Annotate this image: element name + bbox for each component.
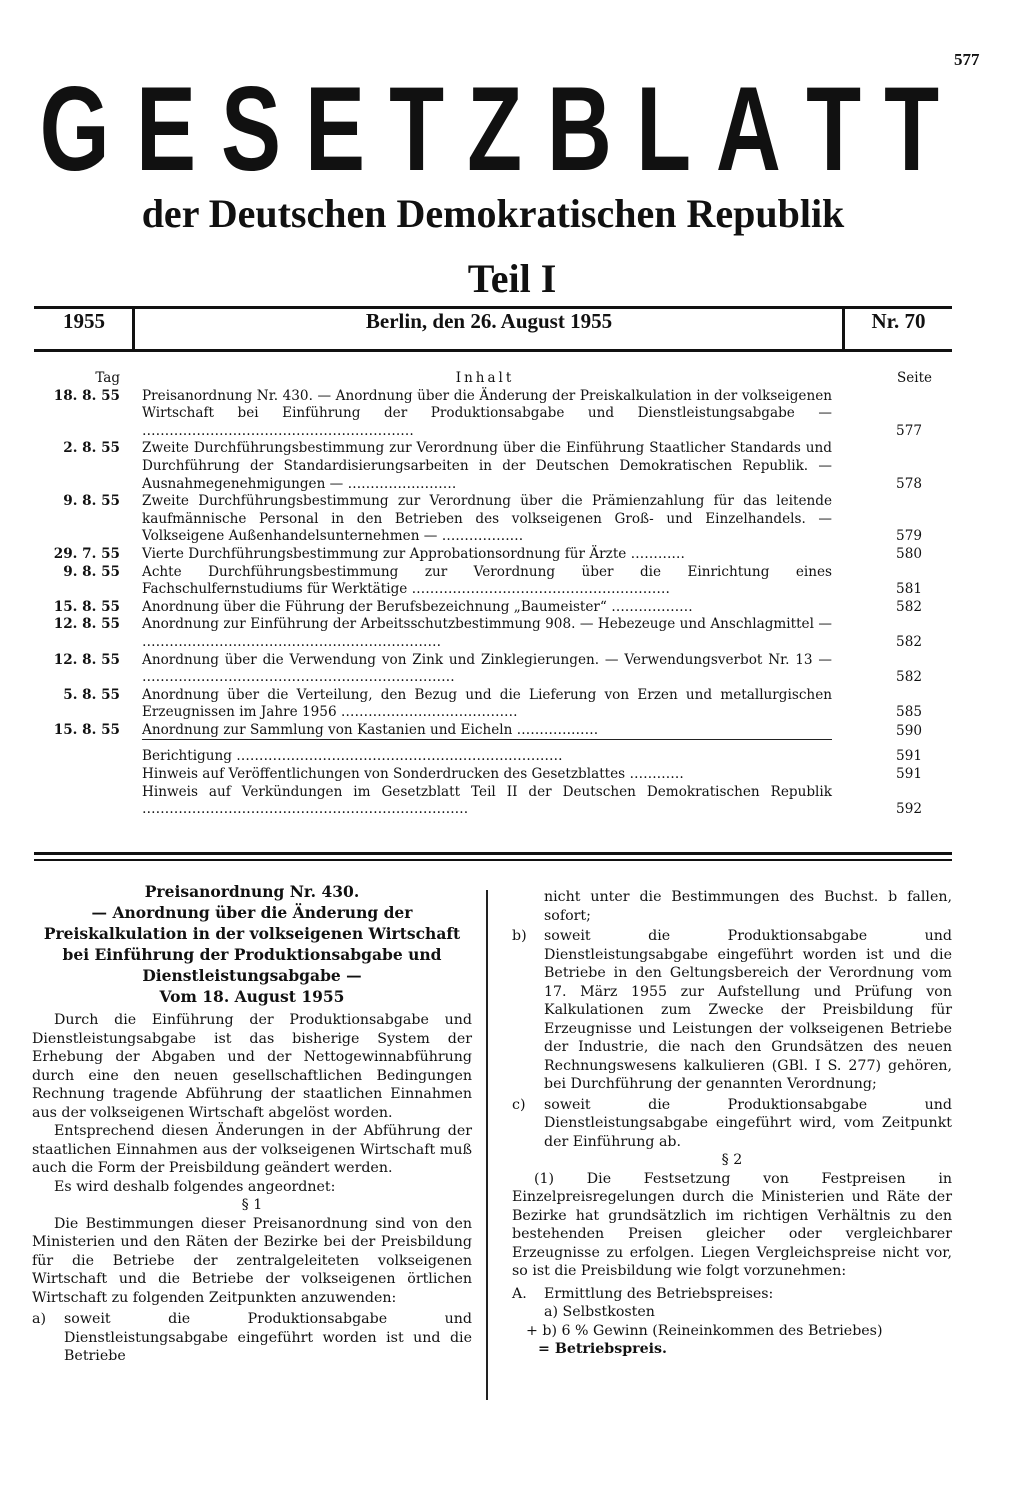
toc-text: Berichtigung ……………………………………………………………… xyxy=(142,748,563,765)
toc-date: 29. 7. 55 xyxy=(53,545,120,562)
dateline xyxy=(34,306,952,352)
list-item xyxy=(512,1285,952,1304)
masthead-letter: Z xyxy=(467,62,523,196)
toc-page: 590 xyxy=(896,722,922,739)
masthead-letter: G xyxy=(39,62,110,196)
calc-line: + b) 6 % Gewinn (Reineinkommen des Betriebes) xyxy=(526,1322,883,1339)
toc-note[interactable] xyxy=(34,766,952,784)
list-item xyxy=(512,927,952,1094)
masthead-letter: T xyxy=(389,62,445,196)
table-of-contents xyxy=(34,370,952,819)
toc-text: Hinweis auf Verkündungen im Gesetzblatt Teil II der Deutschen Demokratischen Republik ……………………………………………………………… xyxy=(142,783,832,818)
toc-text: Anordnung zur Sammlung von Kastanien und Eicheln ……………… xyxy=(142,722,832,741)
masthead-letter: E xyxy=(136,62,197,196)
toc-entry[interactable] xyxy=(34,440,952,493)
toc-text: Hinweis auf Veröffentlichungen von Sonderdrucken des Gesetzblattes ………… xyxy=(142,766,684,783)
toc-entry[interactable] xyxy=(34,652,952,687)
double-rule xyxy=(34,852,952,861)
toc-entry[interactable] xyxy=(34,493,952,546)
article-subtitle: — Anordnung über die Änderung der Preiskalkulation in der volkseigenen Wirtschaft bei Einführung der Produktionsabgabe und Dienstleistungsabgabe — xyxy=(43,903,461,985)
toc-date: 12. 8. 55 xyxy=(53,651,120,668)
list-label: A. xyxy=(512,1285,527,1302)
paragraph: Durch die Einführung der Produktionsabgabe und Dienstleistungsabgabe ist das bisherige System der Erhebung der Abgaben und der Nettogewinnabführung durch eine den neuen gesellschaftlichen Bedingungen Rechnung tragende Abführung der staatlichen Einnahmen aus der volkseigenen Wirtschaft abgelöst worden. xyxy=(32,1012,472,1121)
masthead-part: Teil I xyxy=(467,256,557,301)
article-right-column xyxy=(512,888,952,1359)
masthead-letter: L xyxy=(636,62,692,196)
toc-page: 581 xyxy=(896,581,922,598)
paragraph: Es wird deshalb folgendes angeordnet: xyxy=(54,1178,336,1195)
toc-note[interactable] xyxy=(34,784,952,819)
toc-col-day: Tag xyxy=(95,370,120,386)
list-text: soweit die Produktionsabgabe und Dienstleistungsabgabe eingeführt worden ist und die Betriebe xyxy=(64,1311,472,1364)
toc-text: Zweite Durchführungsbestimmung zur Verordnung über die Prämienzahlung für das leitende kaufmännische Personal in den Betrieben des volkseigenen Groß- und Einzelhandels. — Volkseigene Außenhandelsunternehmen — ……………… xyxy=(142,493,832,545)
page-number: 577 xyxy=(954,50,980,69)
list-text: soweit die Produktionsabgabe und Dienstleistungsabgabe eingeführt worden ist und die Betriebe in den Geltungsbereich der Verordnung vom 17. März 1955 zur Aufstellung und Prüfung von Kalkulationen zum Zwecke der Preisbildung für Erzeugnisse und Leistungen der volkseigenen Betriebe der Industrie, die nach den Grundsätzen des neuen Rechnungswesens kalkulieren (GBl. I S. 277) gehören, bei Durchführung der genannten Verordnung; xyxy=(544,928,952,1092)
toc-page: 582 xyxy=(896,598,922,615)
toc-date: 12. 8. 55 xyxy=(53,616,120,633)
toc-page: 591 xyxy=(896,748,922,765)
masthead-letter: T xyxy=(883,62,939,196)
list-label: a) xyxy=(32,1311,46,1327)
toc-entry[interactable] xyxy=(34,388,952,441)
toc-text: Anordnung über die Führung der Berufsbezeichnung „Baumeister“ ……………… xyxy=(142,598,693,615)
toc-text: Anordnung über die Verteilung, den Bezug und die Lieferung von Erzen und metallurgischen Erzeugnissen im Jahre 1956 ………………………………… xyxy=(142,686,832,721)
dateline-place-date: Berlin, den 26. August 1955 xyxy=(365,309,613,333)
toc-text: Zweite Durchführungsbestimmung zur Verordnung über die Einführung Staatlicher Standards und Durchführung der Standardisierungsarbeiten in der Deutschen Demokratischen Republik. — Ausnahmegenehmigungen — …………………… xyxy=(142,440,832,492)
toc-date: 9. 8. 55 xyxy=(63,563,120,580)
paragraph: Entsprechend diesen Änderungen in der Abführung der staatlichen Einnahmen aus der volkseigenen Wirtschaft muß auch die Form der Preisbildung geändert werden. xyxy=(32,1123,472,1176)
toc-entry[interactable] xyxy=(34,564,952,599)
toc-page: 577 xyxy=(896,422,922,439)
toc-note[interactable] xyxy=(34,748,952,766)
toc-page: 582 xyxy=(896,669,922,686)
toc-text: Anordnung zur Einführung der Arbeitsschutzbestimmung 908. — Hebezeuge und Anschlagmittel — ………………………………………………………… xyxy=(142,616,832,650)
masthead-title xyxy=(28,62,948,196)
masthead-letter: S xyxy=(220,62,281,196)
list-label: b) xyxy=(512,928,527,944)
calc-line: a) Selbstkosten xyxy=(544,1304,655,1320)
toc-page: 582 xyxy=(896,633,922,650)
toc-entry[interactable] xyxy=(34,599,952,617)
toc-date: 9. 8. 55 xyxy=(63,493,120,510)
list-text: Ermittlung des Betriebspreises: xyxy=(544,1285,774,1302)
toc-text: Vierte Durchführungsbestimmung zur Approbationsordnung für Ärzte ………… xyxy=(142,545,686,562)
toc-page: 591 xyxy=(896,766,922,783)
section-heading: § 2 xyxy=(721,1152,743,1168)
toc-entry[interactable] xyxy=(34,546,952,564)
toc-date: 18. 8. 55 xyxy=(53,387,120,404)
dateline-year: 1955 xyxy=(63,309,105,333)
list-text: soweit die Produktionsabgabe und Dienstleistungsabgabe eingeführt wird, vom Zeitpunkt der Einführung ab. xyxy=(544,1096,952,1150)
toc-entry[interactable] xyxy=(34,616,952,651)
article-left-column xyxy=(32,881,472,1366)
list-text-continued: nicht unter die Bestimmungen des Buchst. b fallen, sofort; xyxy=(544,889,952,924)
toc-page: 592 xyxy=(896,801,922,818)
toc-page: 580 xyxy=(896,545,922,562)
toc-date: 15. 8. 55 xyxy=(53,721,120,738)
calc-result: = Betriebspreis. xyxy=(538,1341,667,1357)
toc-text: Preisanordnung Nr. 430. — Anordnung über die Änderung der Preiskalkulation in der volkseigenen Wirtschaft bei Einführung der Produktionsabgabe und Dienstleistungsabgabe — …………………………………………………… xyxy=(142,387,832,439)
toc-text: Anordnung über die Verwendung von Zink und Zinklegierungen. — Verwendungsverbot Nr. 13 — …………………………………………………………… xyxy=(142,651,832,686)
toc-entry[interactable] xyxy=(34,687,952,722)
column-separator xyxy=(486,890,488,1400)
article-date: Vom 18. August 1955 xyxy=(159,987,345,1006)
toc-header xyxy=(34,370,952,388)
masthead-letter: A xyxy=(716,62,782,196)
toc-date: 2. 8. 55 xyxy=(63,440,120,457)
toc-entry[interactable] xyxy=(34,722,952,741)
toc-col-page: Seite xyxy=(897,370,932,386)
masthead-subtitle: der Deutschen Demokratischen Republik xyxy=(141,191,845,236)
paragraph: Die Bestimmungen dieser Preisanordnung sind von den Ministerien und den Räten der Bezirke bei der Preisbildung für die Betriebe der zentralgeleiteten volkseigenen Wirtschaft und die Betriebe der volkseigenen örtlichen Wirtschaft zu folgenden Zeitpunkten anzuwenden: xyxy=(32,1215,472,1306)
masthead-letter: E xyxy=(305,62,366,196)
toc-date: 5. 8. 55 xyxy=(63,686,120,703)
dateline-number: Nr. 70 xyxy=(871,309,926,333)
list-item xyxy=(32,1310,472,1366)
list-label: c) xyxy=(512,1096,526,1113)
toc-date: 15. 8. 55 xyxy=(53,598,120,615)
toc-col-content: Inhalt xyxy=(455,370,515,386)
toc-text: Achte Durchführungsbestimmung zur Verordnung über die Einrichtung eines Fachschulfernstudiums für Werktätige ………………………………………………… xyxy=(142,563,832,598)
toc-page: 579 xyxy=(896,528,922,545)
paragraph: (1) Die Festsetzung von Festpreisen in Einzelpreisregelungen durch die Ministerien und Räte der Bezirke hat grundsätzlich im richtigen Verhältnis zu den bestehenden Preisen gleicher oder vergleichbarer Erzeugnisse zu erfolgen. Liegen Vergleichspreise nicht vor, so ist die Preisbildung wie folgt vorzunehmen: xyxy=(512,1170,952,1279)
toc-page: 585 xyxy=(896,704,922,721)
article-title: Preisanordnung Nr. 430. xyxy=(144,882,360,901)
toc-page: 578 xyxy=(896,475,922,492)
section-heading: § 1 xyxy=(241,1197,263,1213)
list-item xyxy=(512,1096,952,1152)
masthead-letter: T xyxy=(805,62,861,196)
masthead-letter: B xyxy=(546,62,612,196)
